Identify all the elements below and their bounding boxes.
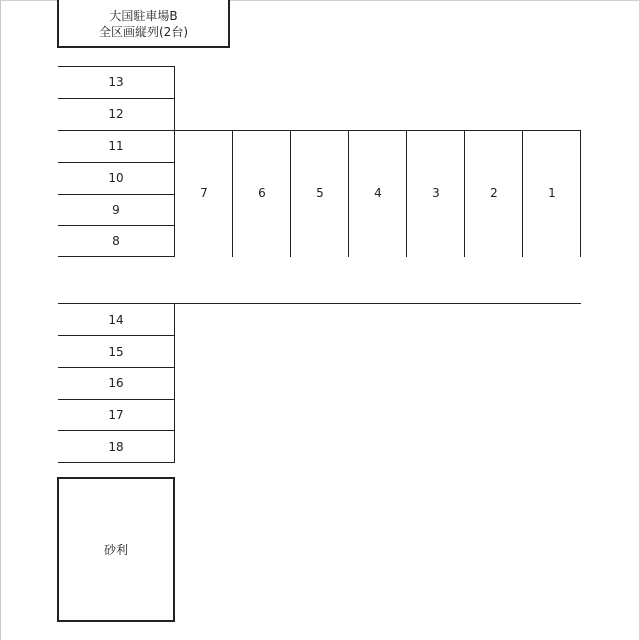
stall-number: 5 xyxy=(316,186,324,200)
stall-number: 11 xyxy=(108,139,124,153)
parking-stall xyxy=(58,194,174,226)
stall-number: 8 xyxy=(112,234,120,248)
stall-number: 7 xyxy=(200,186,208,200)
parking-stall xyxy=(58,225,174,257)
stall-number: 4 xyxy=(374,186,382,200)
stall-number: 16 xyxy=(108,376,124,390)
stall-number: 12 xyxy=(108,107,124,121)
stall-number: 2 xyxy=(490,186,498,200)
parking-stall xyxy=(58,304,174,336)
parking-stall xyxy=(175,130,233,256)
parking-stall xyxy=(523,130,581,256)
parking-stall xyxy=(58,130,174,162)
parking-stall xyxy=(465,130,523,256)
parking-stall xyxy=(58,66,174,98)
parking-stall xyxy=(58,98,174,130)
parking-stall xyxy=(58,367,174,399)
stall-number: 14 xyxy=(108,313,124,327)
lot-title-box xyxy=(57,0,230,48)
stall-number: 3 xyxy=(432,186,440,200)
gravel-label: 砂利 xyxy=(103,543,128,557)
lot-note: 全区画縦列(2台) xyxy=(99,25,188,39)
parking-stall xyxy=(349,130,407,256)
stall-number: 18 xyxy=(108,440,124,454)
stall-number: 1 xyxy=(548,186,556,200)
parking-stall xyxy=(58,431,174,463)
stall-number: 13 xyxy=(108,75,124,89)
stall-number: 10 xyxy=(108,171,124,185)
parking-stall xyxy=(233,130,291,256)
parking-stall xyxy=(407,130,465,256)
gravel-area xyxy=(57,477,175,622)
stall-number: 6 xyxy=(258,186,266,200)
stall-number: 15 xyxy=(108,345,124,359)
parking-stall xyxy=(291,130,349,256)
parking-stall xyxy=(58,336,174,368)
stall-number: 9 xyxy=(112,203,120,217)
parking-stall xyxy=(58,162,174,194)
page-frame-left xyxy=(0,0,1,640)
lot-name: 大国駐車場B xyxy=(109,9,178,23)
stall-divider xyxy=(174,303,175,463)
stall-number: 17 xyxy=(108,408,124,422)
parking-stall xyxy=(58,399,174,431)
